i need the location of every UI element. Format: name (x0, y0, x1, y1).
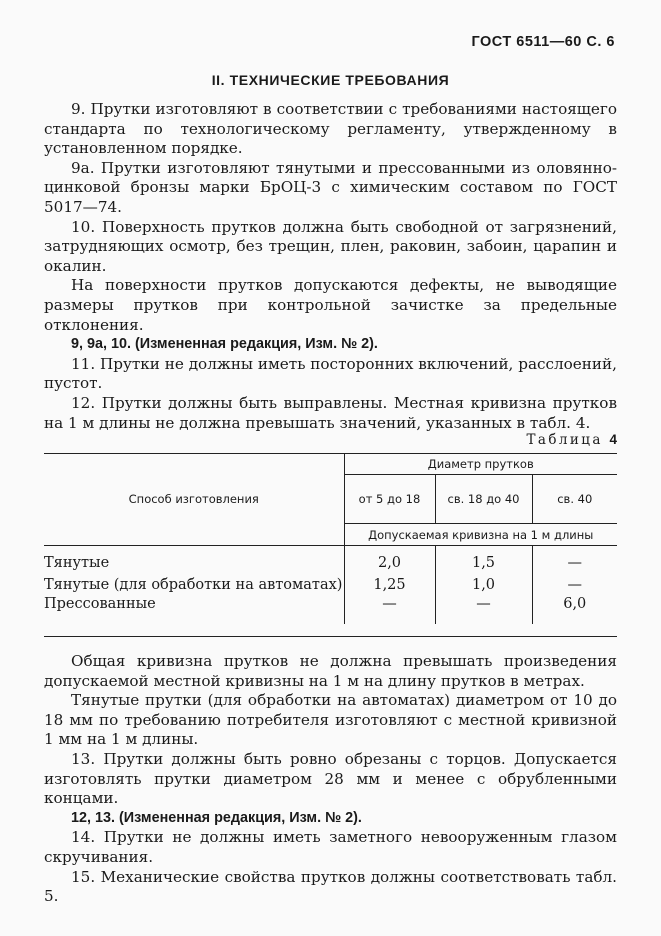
paragraph-total-curvature: Общая кривизна прутков не должна превышать произведения допускаемой местной кривизны на 1 м на длину прутков в метрах. (44, 652, 617, 690)
paragraph-12: 12. Прутки должны быть выправлены. Местная кривизна прутков на 1 м длины не должна превышать значений, указанных в табл. 4. (44, 393, 617, 432)
col-header-diameter: Диаметр прутков (344, 453, 617, 475)
paragraph-drawn-rods: Тянутые прутки (для обработки на автоматах) диаметром от 10 до 18 мм по требованию потребителя изготовляют с местной кривизной 1 мм на 1 м длины. (44, 691, 617, 749)
col-subheader-curvature: Допускаемая кривизна на 1 м длины (344, 524, 617, 546)
paragraph-13: 13. Прутки должны быть ровно обрезаны с торцов. Допускается изготовлять прутки диаметром 28 мм и менее с обрубленными концами. (44, 749, 617, 808)
body-text-top (44, 100, 617, 433)
table-caption (526, 432, 617, 448)
row-value: 6,0 (532, 596, 617, 624)
row-value: — (532, 574, 617, 596)
table-row (44, 546, 617, 575)
paragraph-10: 10. Поверхность прутков должна быть свободной от загрязнений, затрудняющих осмотр, без трещин, плен, раковин, забоин, царапин и окалин. (44, 217, 617, 275)
table-row (44, 574, 617, 596)
row-value: 1,0 (435, 574, 532, 596)
paragraph-14: 14. Прутки не должны иметь заметного невооруженным глазом скручивания. (44, 828, 617, 866)
table-caption-number: 4 (609, 432, 617, 447)
section-title: II. ТЕХНИЧЕСКИЕ ТРЕБОВАНИЯ (211, 72, 450, 88)
paragraph-10-defects: На поверхности прутков допускаются дефекты, не выводящие размеры прутков при контрольной зачистке за предельные отклонения. (44, 276, 617, 334)
paragraph-15: 15. Механические свойства прутков должны соответствовать табл. 5. (44, 867, 617, 906)
row-value: 1,25 (344, 574, 435, 596)
col-header-range-1: от 5 до 18 (344, 475, 435, 524)
row-value: — (435, 596, 532, 624)
col-header-range-3: св. 40 (532, 475, 617, 524)
paragraph-9a: 9а. Прутки изготовляют тянутыми и прессованными из оловянно-цинковой бронзы марки БрОЦ-3 с химическим составом по ГОСТ 5017—74. (44, 158, 617, 216)
paragraph-11: 11. Прутки не должны иметь посторонних включений, расслоений, пустот. (44, 354, 617, 393)
row-value: 1,5 (435, 546, 532, 575)
amendment-note-9-10: 9, 9а, 10. (Измененная редакция, Изм. № 2). (71, 336, 378, 353)
col-header-method: Способ изготовления (44, 453, 344, 546)
row-value: 2,0 (344, 546, 435, 575)
col-header-range-2: св. 18 до 40 (435, 475, 532, 524)
curvature-table (44, 453, 617, 624)
paragraph-9: 9. Прутки изготовляют в соответствии с требованиями настоящего стандарта по технологическому регламенту, утвержденному в установленном порядке. (44, 100, 617, 158)
row-method: Тянутые (44, 555, 110, 571)
table-bottom-rule (44, 636, 617, 637)
row-value: — (344, 596, 435, 624)
body-text-bottom (44, 652, 617, 907)
row-method: Тянутые (для обработки на автоматах) (44, 577, 343, 593)
amendment-note-12-13: 12, 13. (Измененная редакция, Изм. № 2). (71, 809, 362, 826)
table-row (44, 596, 617, 624)
table-caption-word: Таблица (526, 432, 603, 448)
row-method: Прессованные (44, 596, 156, 612)
page-header-standard: ГОСТ 6511—60 С. 6 (471, 34, 615, 50)
row-value: — (532, 546, 617, 575)
